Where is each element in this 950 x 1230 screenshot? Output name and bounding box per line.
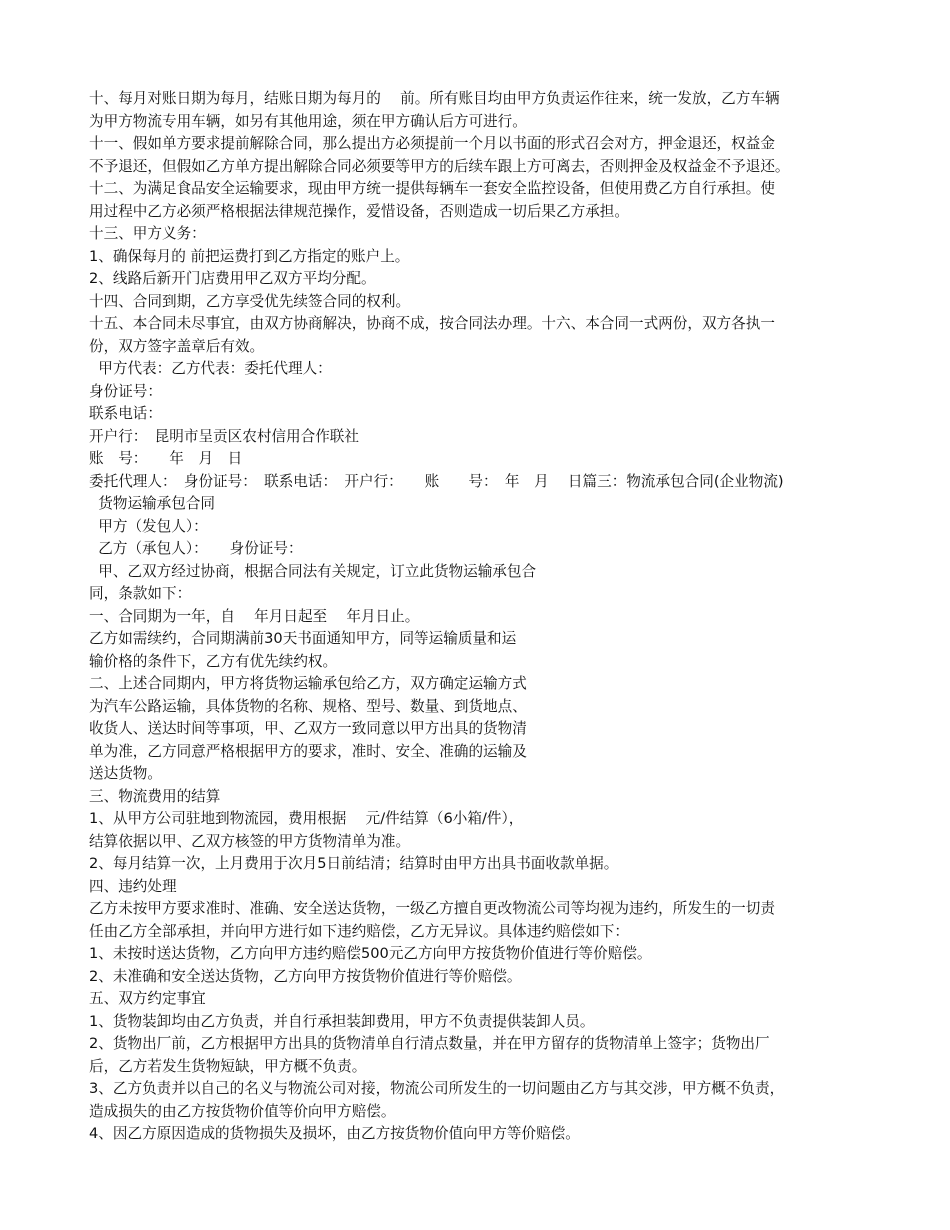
- text-line: 送达货物。: [89, 765, 162, 782]
- text-line: 1、未按时送达货物，乙方向甲方违约赔偿500元乙方向甲方按货物价值进行等价赔偿。: [89, 945, 652, 962]
- text-line: 任由乙方全部承担，并向甲方进行如下违约赔偿，乙方无异议。具体违约赔偿如下：: [89, 922, 629, 940]
- text-line: 同，条款如下：: [89, 585, 192, 602]
- text-line: 乙方未按甲方要求准时、准确、安全送达货物，一级乙方擅自更改物流公司等均视为违约，所发生的一切责: [89, 900, 775, 917]
- text-line: 2、线路后新开门店费用甲乙双方平均分配。: [89, 270, 376, 287]
- text-line: 一、合同期为一年，自 年月日起至 年月日止。: [89, 607, 420, 625]
- text-line: 4、因乙方原因造成的货物损失及损坏，由乙方按货物价值向甲方等价赔偿。: [89, 1125, 580, 1142]
- text-line: 十四、合同到期，乙方享受优先续签合同的权利。: [89, 292, 411, 310]
- text-line: 2、未准确和安全送达货物，乙方向甲方按货物价值进行等价赔偿。: [89, 967, 522, 985]
- text-line: 不予退还，但假如乙方单方提出解除合同必须要等甲方的后续车跟上方可离去，否则押金及权益金不予退还。: [89, 157, 790, 175]
- document-body: [89, 88, 869, 1146]
- text-line: 五、双方约定事宜: [89, 990, 206, 1007]
- text-line: 十五、本合同未尽事宜，由双方协商解决，协商不成，按合同法办理。十六、本合同一式两份，双方各执一: [89, 315, 775, 332]
- text-line: 十二、为满足食品安全运输要求，现由甲方统一提供每辆车一套安全监控设备，但使用费乙方自行承担。使: [89, 180, 775, 197]
- text-line: 乙方如需续约，合同期满前30天书面通知甲方，同等运输质量和运: [89, 630, 517, 647]
- text-line: 二、上述合同期内，甲方将货物运输承包给乙方，双方确定运输方式: [89, 675, 527, 692]
- text-line: 三、物流费用的结算: [89, 787, 221, 805]
- text-line: 甲方代表：乙方代表：委托代理人：: [89, 360, 332, 377]
- text-line: 开户行： 昆明市呈贡区农村信用合作联社: [89, 427, 359, 445]
- text-line: 收货人、送达时间等事项，甲、乙双方一致同意以甲方出具的货物清: [89, 720, 527, 737]
- text-line: 为汽车公路运输，具体货物的名称、规格、型号、数量、到货地点、: [89, 697, 527, 715]
- text-line: 用过程中乙方必须严格根据法律规范操作，爱惜设备，否则造成一切后果乙方承担。: [89, 202, 629, 220]
- text-line: 十、每月对账日期为每月，结账日期为每月的 前。所有账目均由甲方负责运作往来，统一发放，乙方车辆: [89, 90, 780, 107]
- text-line: 3、乙方负责并以自己的名义与物流公司对接，物流公司所发生的一切问题由乙方与其交涉，甲方概不负责，: [89, 1080, 785, 1097]
- text-line: 甲方（发包人）：: [89, 517, 208, 535]
- text-line: 后，乙方若发生货物短缺，甲方概不负责。: [89, 1057, 367, 1075]
- text-line: 为甲方物流专用车辆，如另有其他用途，须在甲方确认后方可进行。: [89, 112, 527, 130]
- text-line: 1、从甲方公司驻地到物流园，费用根据 元/件结算（6小箱/件），: [89, 810, 524, 827]
- text-line: 身份证号：: [89, 382, 162, 400]
- text-line: 1、货物装卸均由乙方负责，并自行承担装卸费用，甲方不负责提供装卸人员。: [89, 1012, 595, 1030]
- text-line: 单为准，乙方同意严格根据甲方的要求，准时、安全、准确的运输及: [89, 742, 527, 760]
- text-line: 2、每月结算一次，上月费用于次月5日前结清；结算时由甲方出具书面收款单据。: [89, 855, 619, 872]
- text-line: 账 号： 年 月 日: [89, 450, 243, 467]
- text-line: 结算依据以甲、乙双方核签的甲方货物清单为准。: [89, 832, 411, 850]
- text-line: 十一、假如单方要求提前解除合同，那么提出方必须提前一个月以书面的形式召会对方，押金退还，权益金: [89, 135, 775, 152]
- text-line: 份，双方签字盖章后有效。: [89, 337, 265, 355]
- text-line: 委托代理人： 身份证号： 联系电话： 开户行： 账 号： 年 月 日篇三：物流承包合同(企业物流): [89, 472, 784, 490]
- text-line: 造成损失的由乙方按货物价值等价向甲方赔偿。: [89, 1102, 396, 1120]
- text-line: 十三、甲方义务：: [89, 225, 206, 242]
- text-line: 联系电话：: [89, 405, 162, 422]
- text-line: 四、违约处理: [89, 877, 177, 895]
- text-line: 输价格的条件下，乙方有优先续约权。: [89, 652, 338, 670]
- text-line: 甲、乙双方经过协商，根据合同法有关规定，订立此货物运输承包合: [89, 562, 537, 580]
- text-line: 2、货物出厂前，乙方根据甲方出具的货物清单自行清点数量，并在甲方留存的货物清单上签字；货物出厂: [89, 1035, 770, 1052]
- text-line: 货物运输承包合同: [89, 495, 216, 512]
- text-line: 乙方（承包人）： 身份证号：: [89, 540, 303, 557]
- text-line: 1、确保每月的 前把运费打到乙方指定的账户上。: [89, 247, 410, 265]
